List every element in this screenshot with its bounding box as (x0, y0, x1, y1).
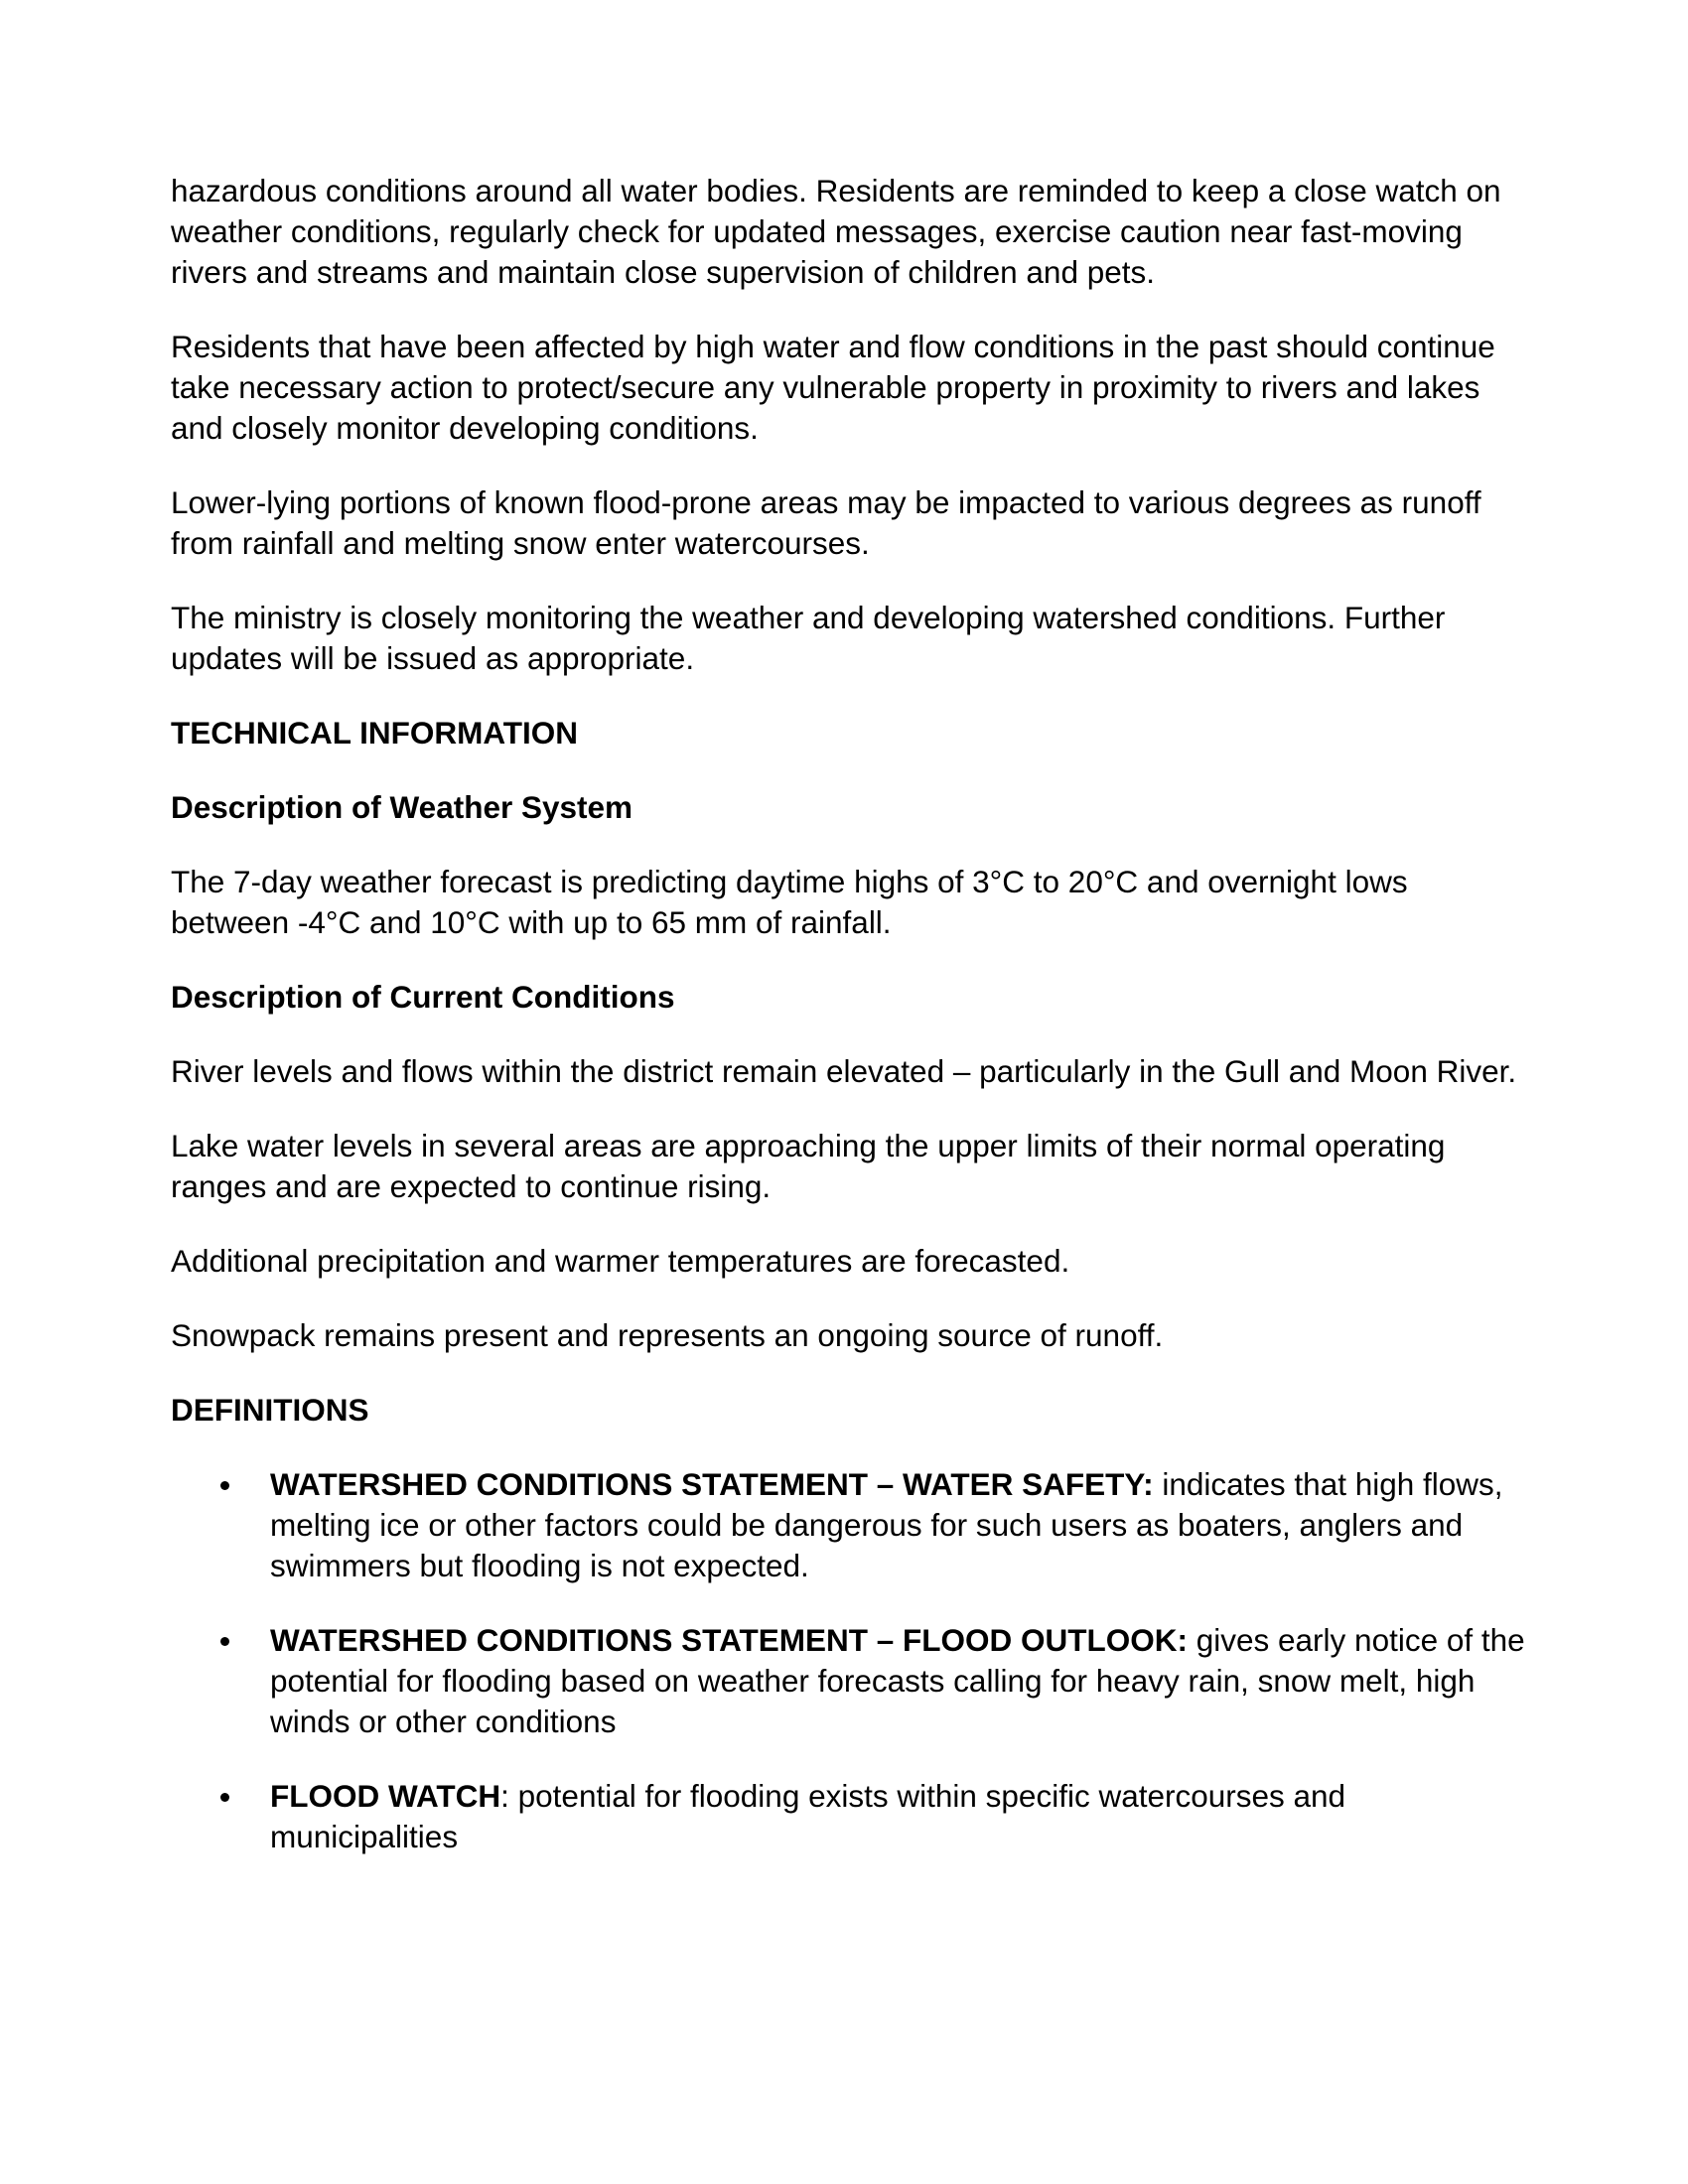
intro-paragraph-3: Lower-lying portions of known flood-prone areas may be impacted to various degrees as runoff from rainfall and melting snow enter watercourses. (171, 484, 1481, 561)
bullet-icon (220, 1481, 229, 1490)
current-conditions-paragraph-1: River levels and flows within the district remain elevated – particularly in the Gull and Moon River. (171, 1053, 1517, 1089)
definition-term: FLOOD WATCH (270, 1778, 501, 1814)
current-conditions-paragraph-4: Snowpack remains present and represents an ongoing source of runoff. (171, 1317, 1164, 1353)
document-page (171, 171, 1531, 1891)
intro-paragraph-2: Residents that have been affected by high water and flow conditions in the past should continue take necessary action to protect/secure any vulnerable property in proximity to rivers and lakes and closely monitor developing conditions. (171, 329, 1495, 446)
definition-text: indicates that high flows, melting ice or other factors could be dangerous for such users as boaters, anglers and swimmers but flooding is not expected. (270, 1466, 1503, 1583)
definition-text: : potential for flooding exists within specific watercourses and municipalities (270, 1778, 1346, 1854)
definitions-list (171, 1464, 1531, 1857)
weather-system-text: The 7-day weather forecast is predicting daytime highs of 3°C to 20°C and overnight lows between -4°C and 10°C with up to 65 mm of rainfall. (171, 864, 1408, 940)
weather-system-heading: Description of Weather System (171, 789, 633, 825)
definition-text: gives early notice of the potential for flooding based on weather forecasts calling for heavy rain, snow melt, high winds or other conditions (270, 1622, 1525, 1739)
definition-term: WATERSHED CONDITIONS STATEMENT – FLOOD OUTLOOK: (270, 1622, 1188, 1658)
current-conditions-heading: Description of Current Conditions (171, 979, 675, 1015)
definition-term: WATERSHED CONDITIONS STATEMENT – WATER SAFETY: (270, 1466, 1154, 1502)
bullet-icon (220, 1637, 229, 1646)
definition-item (171, 1620, 1531, 1742)
bullet-icon (220, 1793, 229, 1802)
definition-item (171, 1776, 1531, 1857)
intro-paragraph-4: The ministry is closely monitoring the weather and developing watershed conditions. Further updates will be issued as appropriate. (171, 600, 1446, 676)
current-conditions-paragraph-2: Lake water levels in several areas are approaching the upper limits of their normal operating ranges and are expected to continue rising. (171, 1128, 1446, 1204)
definitions-heading: DEFINITIONS (171, 1392, 369, 1428)
definition-item (171, 1464, 1531, 1586)
intro-paragraph-1: hazardous conditions around all water bodies. Residents are reminded to keep a close watch on weather conditions, regularly check for updated messages, exercise caution near fast-moving rivers and streams and maintain close supervision of children and pets. (171, 173, 1501, 290)
technical-information-heading: TECHNICAL INFORMATION (171, 715, 579, 751)
current-conditions-paragraph-3: Additional precipitation and warmer temperatures are forecasted. (171, 1243, 1070, 1279)
